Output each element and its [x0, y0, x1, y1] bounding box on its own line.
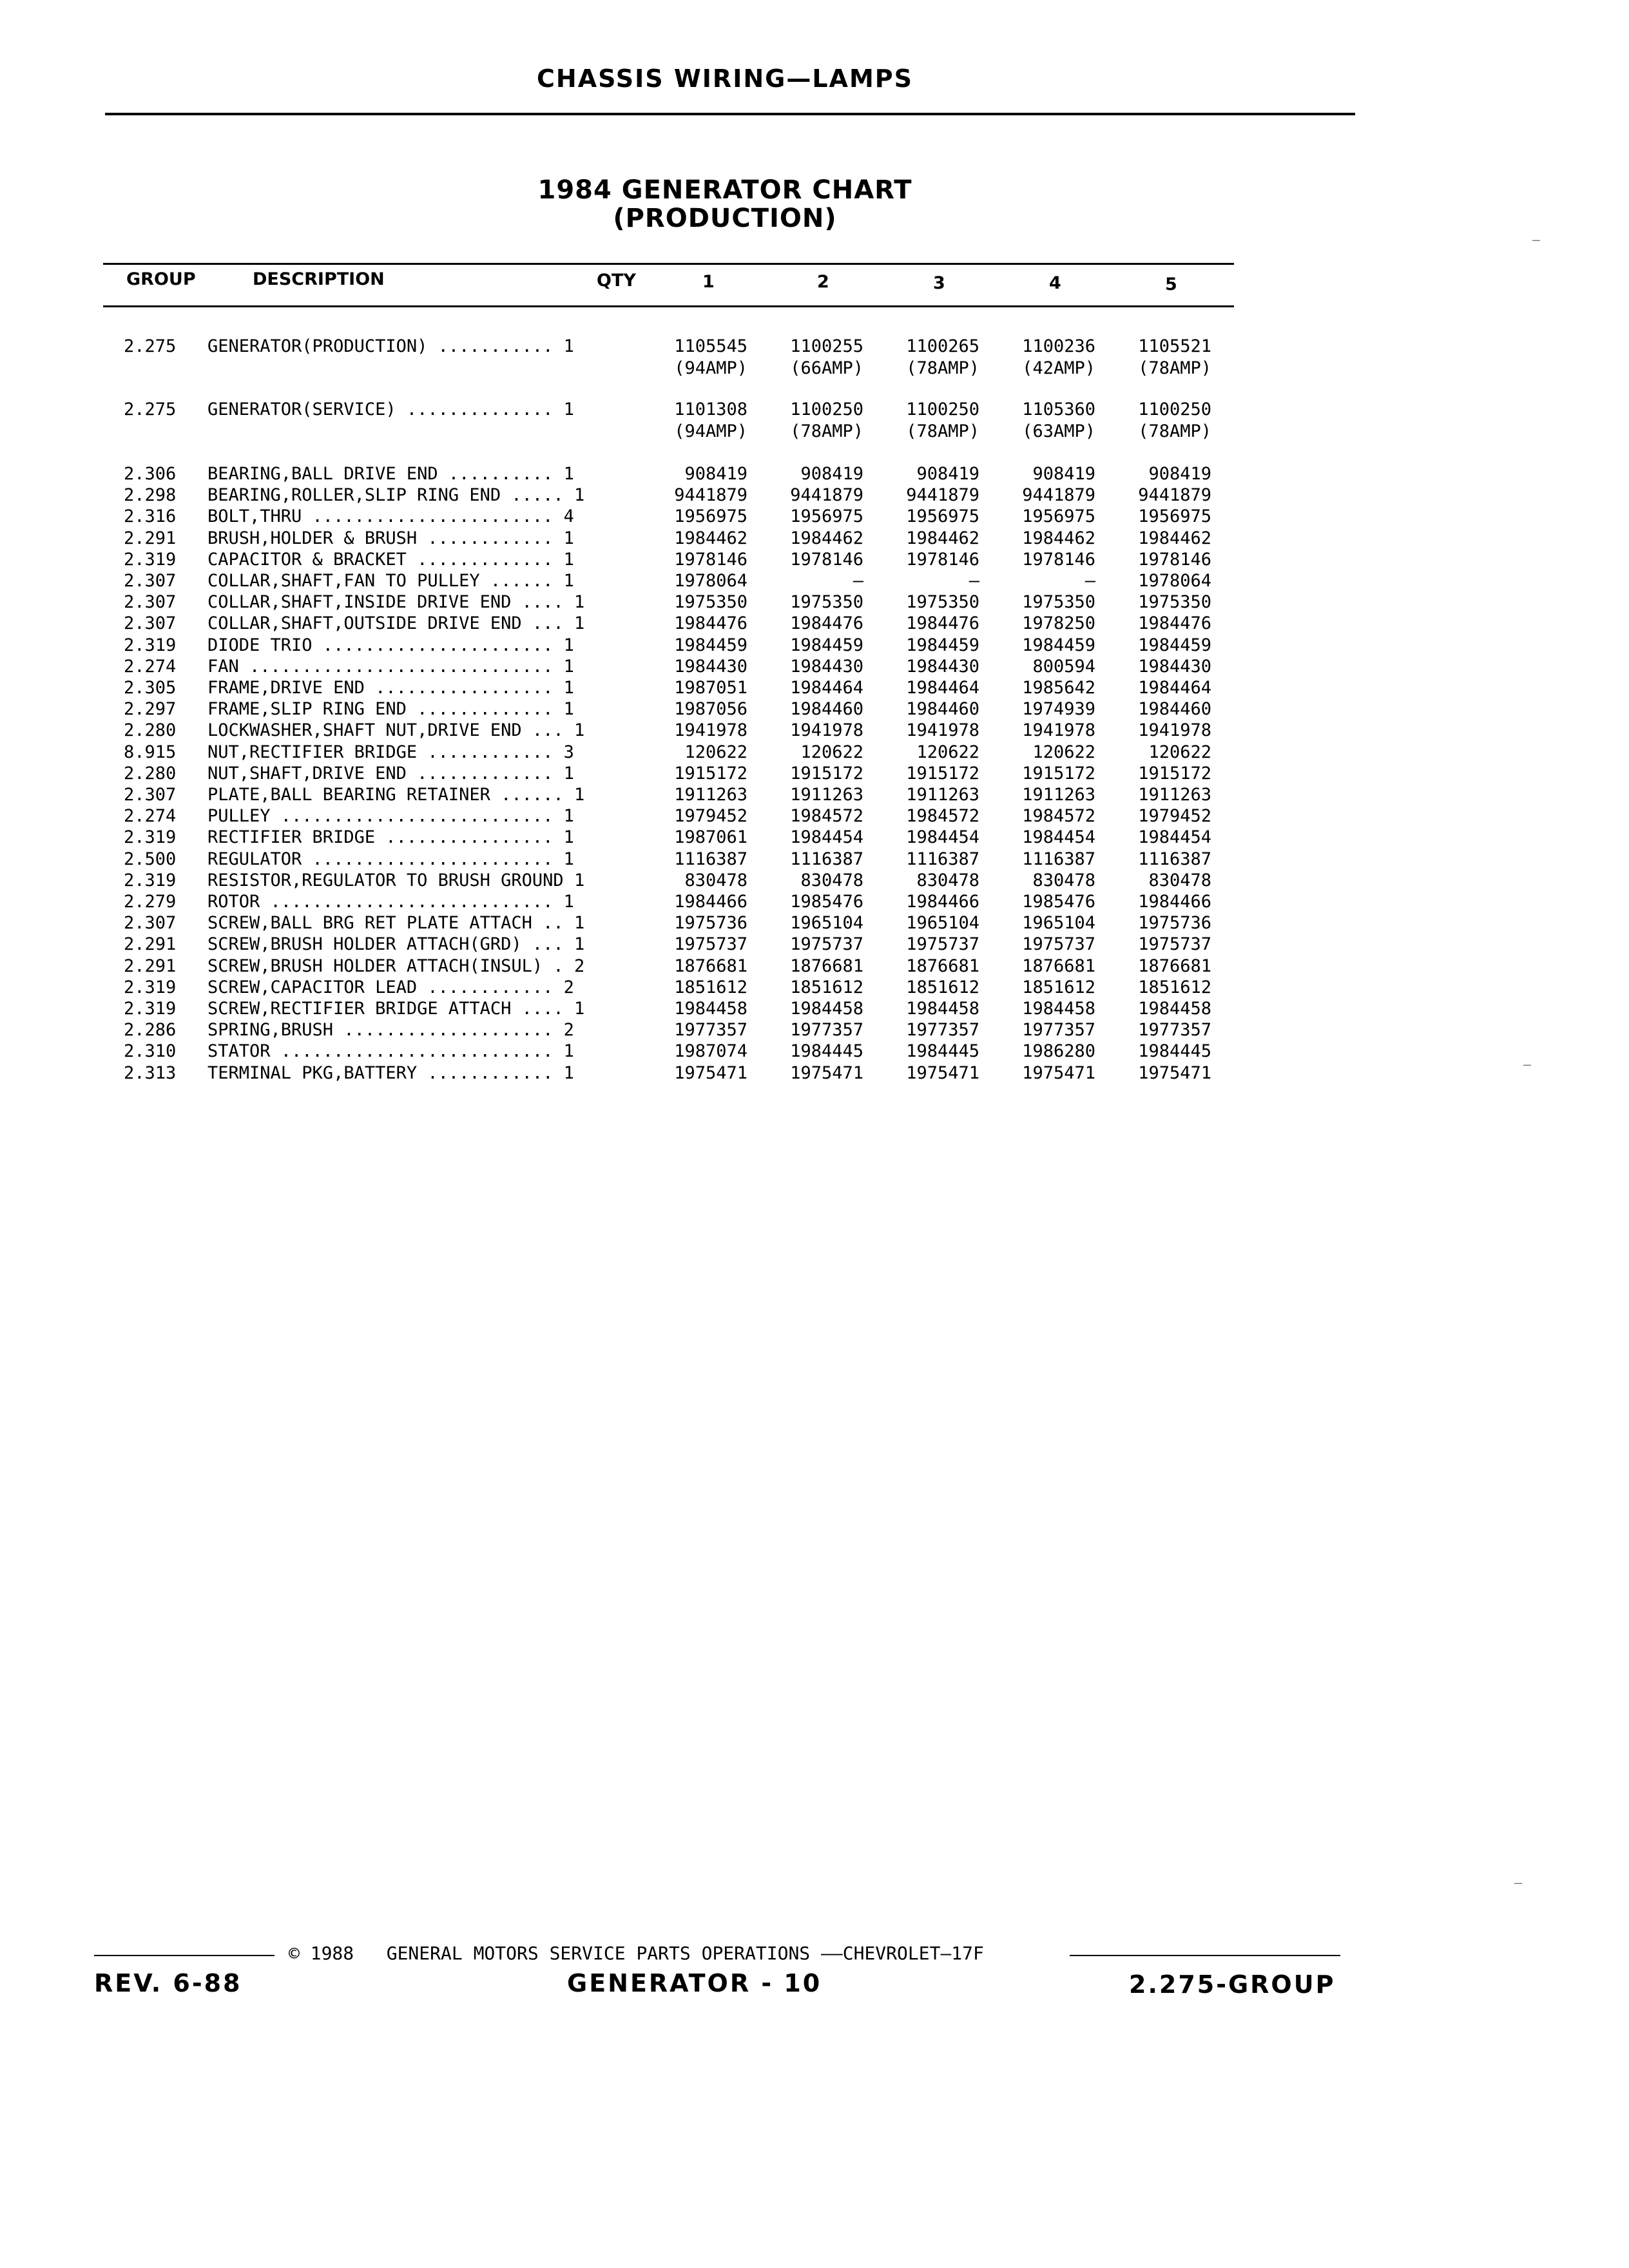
amperage-rating: (78AMP): [906, 421, 979, 441]
part-number: 1975737: [1022, 934, 1095, 954]
part-number: 1915172: [674, 764, 747, 783]
part-number: 1978064: [1138, 571, 1211, 591]
part-number: 1984458: [674, 999, 747, 1019]
part-number: 1985476: [790, 892, 863, 912]
group-number: 2.275: [124, 336, 177, 356]
part-number: —: [1084, 571, 1095, 591]
part-number: 1915172: [1022, 764, 1095, 783]
part-number: 1984572: [906, 806, 979, 826]
group-number: 2.291: [124, 528, 177, 548]
part-number: 1984458: [1022, 999, 1095, 1019]
part-number: 1977357: [906, 1020, 979, 1040]
part-number: 1975736: [674, 913, 747, 933]
group-number: 2.307: [124, 613, 177, 633]
part-description: SCREW,BALL BRG RET PLATE ATTACH .. 1: [207, 913, 585, 933]
amperage-rating: (94AMP): [674, 358, 747, 378]
part-number: 1911263: [790, 785, 863, 805]
part-number: 1965104: [790, 913, 863, 933]
group-number: 2.291: [124, 956, 177, 976]
part-number: 1915172: [1138, 764, 1211, 783]
part-number: 9441879: [1022, 485, 1095, 505]
part-description: SPRING,BRUSH .................... 2: [207, 1020, 574, 1040]
part-number: 1978146: [674, 550, 747, 570]
part-number: 120622: [916, 742, 979, 762]
part-number: 1984476: [790, 613, 863, 633]
part-number: 1101308: [674, 399, 747, 419]
part-number: 1975737: [1138, 934, 1211, 954]
part-number: 1984460: [906, 699, 979, 719]
part-number: 1985476: [1022, 892, 1095, 912]
amperage-rating: (42AMP): [1022, 358, 1095, 378]
part-number: 1116387: [1138, 849, 1211, 869]
footer-revision: REV. 6-88: [94, 1969, 242, 1997]
amperage-rating: (78AMP): [790, 421, 863, 441]
scan-mark: –: [1532, 232, 1541, 247]
amperage-rating: (78AMP): [906, 358, 979, 378]
part-number: 830478: [684, 870, 747, 890]
part-number: 1978146: [1022, 550, 1095, 570]
part-description: COLLAR,SHAFT,FAN TO PULLEY ...... 1: [207, 571, 574, 591]
part-number: 1956975: [790, 506, 863, 526]
part-number: 1984572: [790, 806, 863, 826]
part-number: 1984466: [906, 892, 979, 912]
part-number: 9441879: [790, 485, 863, 505]
column-header-description: DESCRIPTION: [253, 269, 385, 289]
part-number: 1851612: [790, 977, 863, 997]
part-number: 1977357: [674, 1020, 747, 1040]
part-number: 1984476: [906, 613, 979, 633]
part-number: 1987074: [674, 1041, 747, 1061]
part-number: —: [853, 571, 863, 591]
part-number: 1941978: [1022, 720, 1095, 740]
part-number: 1984430: [1138, 657, 1211, 677]
part-description: COLLAR,SHAFT,INSIDE DRIVE END .... 1: [207, 592, 585, 612]
part-number: 1975737: [906, 934, 979, 954]
part-number: 830478: [800, 870, 863, 890]
part-number: 1984459: [790, 635, 863, 655]
part-number: 1975471: [1138, 1063, 1211, 1083]
group-number: 2.307: [124, 785, 177, 805]
part-number: 1975737: [790, 934, 863, 954]
footer-rule-right: [1070, 1955, 1340, 1956]
part-number: 1984476: [1138, 613, 1211, 633]
group-number: 2.306: [124, 464, 177, 484]
part-description: SCREW,BRUSH HOLDER ATTACH(INSUL) . 2: [207, 956, 585, 976]
part-number: 1984464: [790, 678, 863, 698]
part-number: 1876681: [1138, 956, 1211, 976]
part-number: 908419: [800, 464, 863, 484]
part-number: 1984454: [1138, 827, 1211, 847]
part-description: COLLAR,SHAFT,OUTSIDE DRIVE END ... 1: [207, 613, 585, 633]
column-header-4: 4: [1049, 273, 1061, 293]
group-number: 2.319: [124, 550, 177, 570]
group-number: 2.280: [124, 720, 177, 740]
part-number: 1984464: [906, 678, 979, 698]
group-number: 2.319: [124, 999, 177, 1019]
part-number: 1979452: [674, 806, 747, 826]
part-number: 1978250: [1022, 613, 1095, 633]
part-description: BEARING,BALL DRIVE END .......... 1: [207, 464, 574, 484]
part-number: 120622: [1148, 742, 1211, 762]
part-description: REGULATOR ....................... 1: [207, 849, 574, 869]
footer-page-label: GENERATOR - 10: [567, 1969, 822, 1997]
part-number: 1984459: [1022, 635, 1095, 655]
amperage-rating: (66AMP): [790, 358, 863, 378]
part-number: 1984458: [790, 999, 863, 1019]
part-description: NUT,RECTIFIER BRIDGE ............ 3: [207, 742, 574, 762]
part-number: 1984466: [1138, 892, 1211, 912]
part-number: 1984454: [906, 827, 979, 847]
part-number: 1851612: [906, 977, 979, 997]
part-description: BEARING,ROLLER,SLIP RING END ..... 1: [207, 485, 585, 505]
part-number: 1975350: [790, 592, 863, 612]
part-number: 1984460: [790, 699, 863, 719]
part-number: 1984445: [1138, 1041, 1211, 1061]
part-number: 1977357: [1138, 1020, 1211, 1040]
part-number: 1911263: [674, 785, 747, 805]
part-description: PLATE,BALL BEARING RETAINER ...... 1: [207, 785, 585, 805]
part-description: FRAME,SLIP RING END ............. 1: [207, 699, 574, 719]
part-number: 1876681: [674, 956, 747, 976]
part-number: 830478: [1032, 870, 1095, 890]
part-number: 1975471: [674, 1063, 747, 1083]
part-number: 1876681: [790, 956, 863, 976]
part-number: 1984466: [674, 892, 747, 912]
part-number: 1975350: [674, 592, 747, 612]
part-number: 1941978: [790, 720, 863, 740]
part-number: 1984462: [674, 528, 747, 548]
column-header-group: GROUP: [126, 269, 196, 289]
part-number: 9441879: [1138, 485, 1211, 505]
amperage-rating: (94AMP): [674, 421, 747, 441]
part-number: 1941978: [906, 720, 979, 740]
part-number: 1100255: [790, 336, 863, 356]
part-number: 1851612: [1022, 977, 1095, 997]
part-number: 1978146: [1138, 550, 1211, 570]
part-number: 1975737: [674, 934, 747, 954]
part-number: 1986280: [1022, 1041, 1095, 1061]
part-number: 1851612: [674, 977, 747, 997]
part-number: 1876681: [1022, 956, 1095, 976]
group-number: 2.313: [124, 1063, 177, 1083]
part-description: RECTIFIER BRIDGE ................ 1: [207, 827, 574, 847]
part-number: 1876681: [906, 956, 979, 976]
part-number: 1100250: [790, 399, 863, 419]
group-number: 2.319: [124, 977, 177, 997]
part-number: 1987051: [674, 678, 747, 698]
group-number: 2.280: [124, 764, 177, 783]
part-number: 1978146: [790, 550, 863, 570]
group-number: 2.500: [124, 849, 177, 869]
part-number: 1941978: [1138, 720, 1211, 740]
part-number: 1984430: [790, 657, 863, 677]
part-number: 800594: [1032, 657, 1095, 677]
group-number: 2.291: [124, 934, 177, 954]
chart-title: 1984 GENERATOR CHART: [537, 175, 912, 205]
part-number: 1975471: [1022, 1063, 1095, 1083]
part-number: 1979452: [1138, 806, 1211, 826]
part-description: SCREW,RECTIFIER BRIDGE ATTACH .... 1: [207, 999, 585, 1019]
group-number: 2.319: [124, 827, 177, 847]
page-header-title: CHASSIS WIRING—LAMPS: [537, 64, 913, 93]
header-rule: [105, 113, 1355, 115]
part-number: 1116387: [906, 849, 979, 869]
part-number: 1915172: [906, 764, 979, 783]
part-number: 1911263: [1022, 785, 1095, 805]
part-number: —: [969, 571, 979, 591]
part-number: 120622: [684, 742, 747, 762]
part-number: 830478: [916, 870, 979, 890]
amperage-rating: (78AMP): [1138, 358, 1211, 378]
part-number: 1975350: [906, 592, 979, 612]
scan-mark: –: [1514, 1875, 1523, 1890]
part-number: 1984454: [790, 827, 863, 847]
part-description: SCREW,CAPACITOR LEAD ............ 2: [207, 977, 574, 997]
group-number: 2.307: [124, 592, 177, 612]
part-number: 1984459: [906, 635, 979, 655]
part-number: 1941978: [674, 720, 747, 740]
part-description: FAN ............................. 1: [207, 657, 574, 677]
part-number: 1987061: [674, 827, 747, 847]
group-number: 2.286: [124, 1020, 177, 1040]
part-number: 1984430: [906, 657, 979, 677]
column-header-3: 3: [933, 273, 945, 293]
part-number: 1984430: [674, 657, 747, 677]
column-header-qty: QTY: [597, 271, 636, 291]
part-number: 1984464: [1138, 678, 1211, 698]
part-number: 1975471: [906, 1063, 979, 1083]
part-number: 9441879: [674, 485, 747, 505]
part-number: 1100265: [906, 336, 979, 356]
footer-group-label: 2.275-GROUP: [1129, 1970, 1336, 1999]
part-number: 1100250: [906, 399, 979, 419]
part-number: 1984462: [1138, 528, 1211, 548]
group-number: 2.307: [124, 571, 177, 591]
part-description: STATOR .......................... 1: [207, 1041, 574, 1061]
part-number: 1116387: [790, 849, 863, 869]
part-number: 1911263: [1138, 785, 1211, 805]
part-description: CAPACITOR & BRACKET ............. 1: [207, 550, 574, 570]
part-number: 1984459: [1138, 635, 1211, 655]
scan-mark: –: [1523, 1057, 1532, 1072]
amperage-rating: (63AMP): [1022, 421, 1095, 441]
part-number: 830478: [1148, 870, 1211, 890]
part-number: 1984476: [674, 613, 747, 633]
part-number: 1984460: [1138, 699, 1211, 719]
part-description: BRUSH,HOLDER & BRUSH ............ 1: [207, 528, 574, 548]
part-number: 1956975: [1138, 506, 1211, 526]
part-number: 120622: [800, 742, 863, 762]
amperage-rating: (78AMP): [1138, 421, 1211, 441]
part-number: 1985642: [1022, 678, 1095, 698]
column-header-1: 1: [702, 272, 715, 292]
group-number: 8.915: [124, 742, 177, 762]
part-number: 908419: [684, 464, 747, 484]
group-number: 2.319: [124, 870, 177, 890]
part-description: RESISTOR,REGULATOR TO BRUSH GROUND 1: [207, 870, 585, 890]
part-number: 1100250: [1138, 399, 1211, 419]
group-number: 2.275: [124, 399, 177, 419]
part-description: LOCKWASHER,SHAFT NUT,DRIVE END ... 1: [207, 720, 585, 740]
part-number: 1116387: [674, 849, 747, 869]
group-number: 2.316: [124, 506, 177, 526]
part-number: 1975736: [1138, 913, 1211, 933]
part-number: 1956975: [1022, 506, 1095, 526]
part-number: 1984462: [1022, 528, 1095, 548]
table-header-rule: [103, 305, 1234, 307]
footer-copyright: © 1988 GENERAL MOTORS SERVICE PARTS OPERATIONS ——CHEVROLET—17F: [289, 1943, 984, 1964]
chart-subtitle: (PRODUCTION): [613, 204, 837, 233]
part-description: ROTOR ........................... 1: [207, 892, 574, 912]
part-number: 1105360: [1022, 399, 1095, 419]
part-number: 1984445: [790, 1041, 863, 1061]
part-number: 1984572: [1022, 806, 1095, 826]
part-number: 908419: [1032, 464, 1095, 484]
part-number: 1987056: [674, 699, 747, 719]
part-number: 1965104: [1022, 913, 1095, 933]
part-number: 1956975: [906, 506, 979, 526]
part-description: NUT,SHAFT,DRIVE END ............. 1: [207, 764, 574, 783]
part-number: 1965104: [906, 913, 979, 933]
part-number: 1975471: [790, 1063, 863, 1083]
part-number: 1974939: [1022, 699, 1095, 719]
part-description: SCREW,BRUSH HOLDER ATTACH(GRD) ... 1: [207, 934, 585, 954]
part-number: 1977357: [790, 1020, 863, 1040]
part-number: 1915172: [790, 764, 863, 783]
part-number: 1984462: [906, 528, 979, 548]
part-number: 1911263: [906, 785, 979, 805]
part-number: 908419: [916, 464, 979, 484]
part-number: 908419: [1148, 464, 1211, 484]
part-description: BOLT,THRU ....................... 4: [207, 506, 574, 526]
footer-rule-left: [94, 1955, 275, 1956]
part-number: 1984454: [1022, 827, 1095, 847]
part-description: TERMINAL PKG,BATTERY ............ 1: [207, 1063, 574, 1083]
part-number: 1978064: [674, 571, 747, 591]
part-number: 1984458: [906, 999, 979, 1019]
part-number: 1977357: [1022, 1020, 1095, 1040]
part-description: DIODE TRIO ...................... 1: [207, 635, 574, 655]
part-number: 1984445: [906, 1041, 979, 1061]
part-number: 1975350: [1138, 592, 1211, 612]
group-number: 2.274: [124, 657, 177, 677]
group-number: 2.305: [124, 678, 177, 698]
column-header-2: 2: [817, 272, 829, 292]
part-number: 1105521: [1138, 336, 1211, 356]
column-header-5: 5: [1165, 274, 1177, 294]
part-number: 1975350: [1022, 592, 1095, 612]
part-number: 1984462: [790, 528, 863, 548]
part-number: 9441879: [906, 485, 979, 505]
part-number: 1978146: [906, 550, 979, 570]
part-number: 1100236: [1022, 336, 1095, 356]
part-number: 1105545: [674, 336, 747, 356]
group-number: 2.310: [124, 1041, 177, 1061]
part-description: GENERATOR(SERVICE) .............. 1: [207, 399, 574, 419]
part-number: 120622: [1032, 742, 1095, 762]
part-description: FRAME,DRIVE END ................. 1: [207, 678, 574, 698]
part-description: PULLEY .......................... 1: [207, 806, 574, 826]
group-number: 2.274: [124, 806, 177, 826]
part-number: 1984458: [1138, 999, 1211, 1019]
group-number: 2.297: [124, 699, 177, 719]
part-number: 1851612: [1138, 977, 1211, 997]
part-number: 1984459: [674, 635, 747, 655]
group-number: 2.298: [124, 485, 177, 505]
part-number: 1116387: [1022, 849, 1095, 869]
group-number: 2.279: [124, 892, 177, 912]
table-top-rule: [103, 263, 1234, 265]
part-description: GENERATOR(PRODUCTION) ........... 1: [207, 336, 574, 356]
part-number: 1956975: [674, 506, 747, 526]
group-number: 2.319: [124, 635, 177, 655]
group-number: 2.307: [124, 913, 177, 933]
